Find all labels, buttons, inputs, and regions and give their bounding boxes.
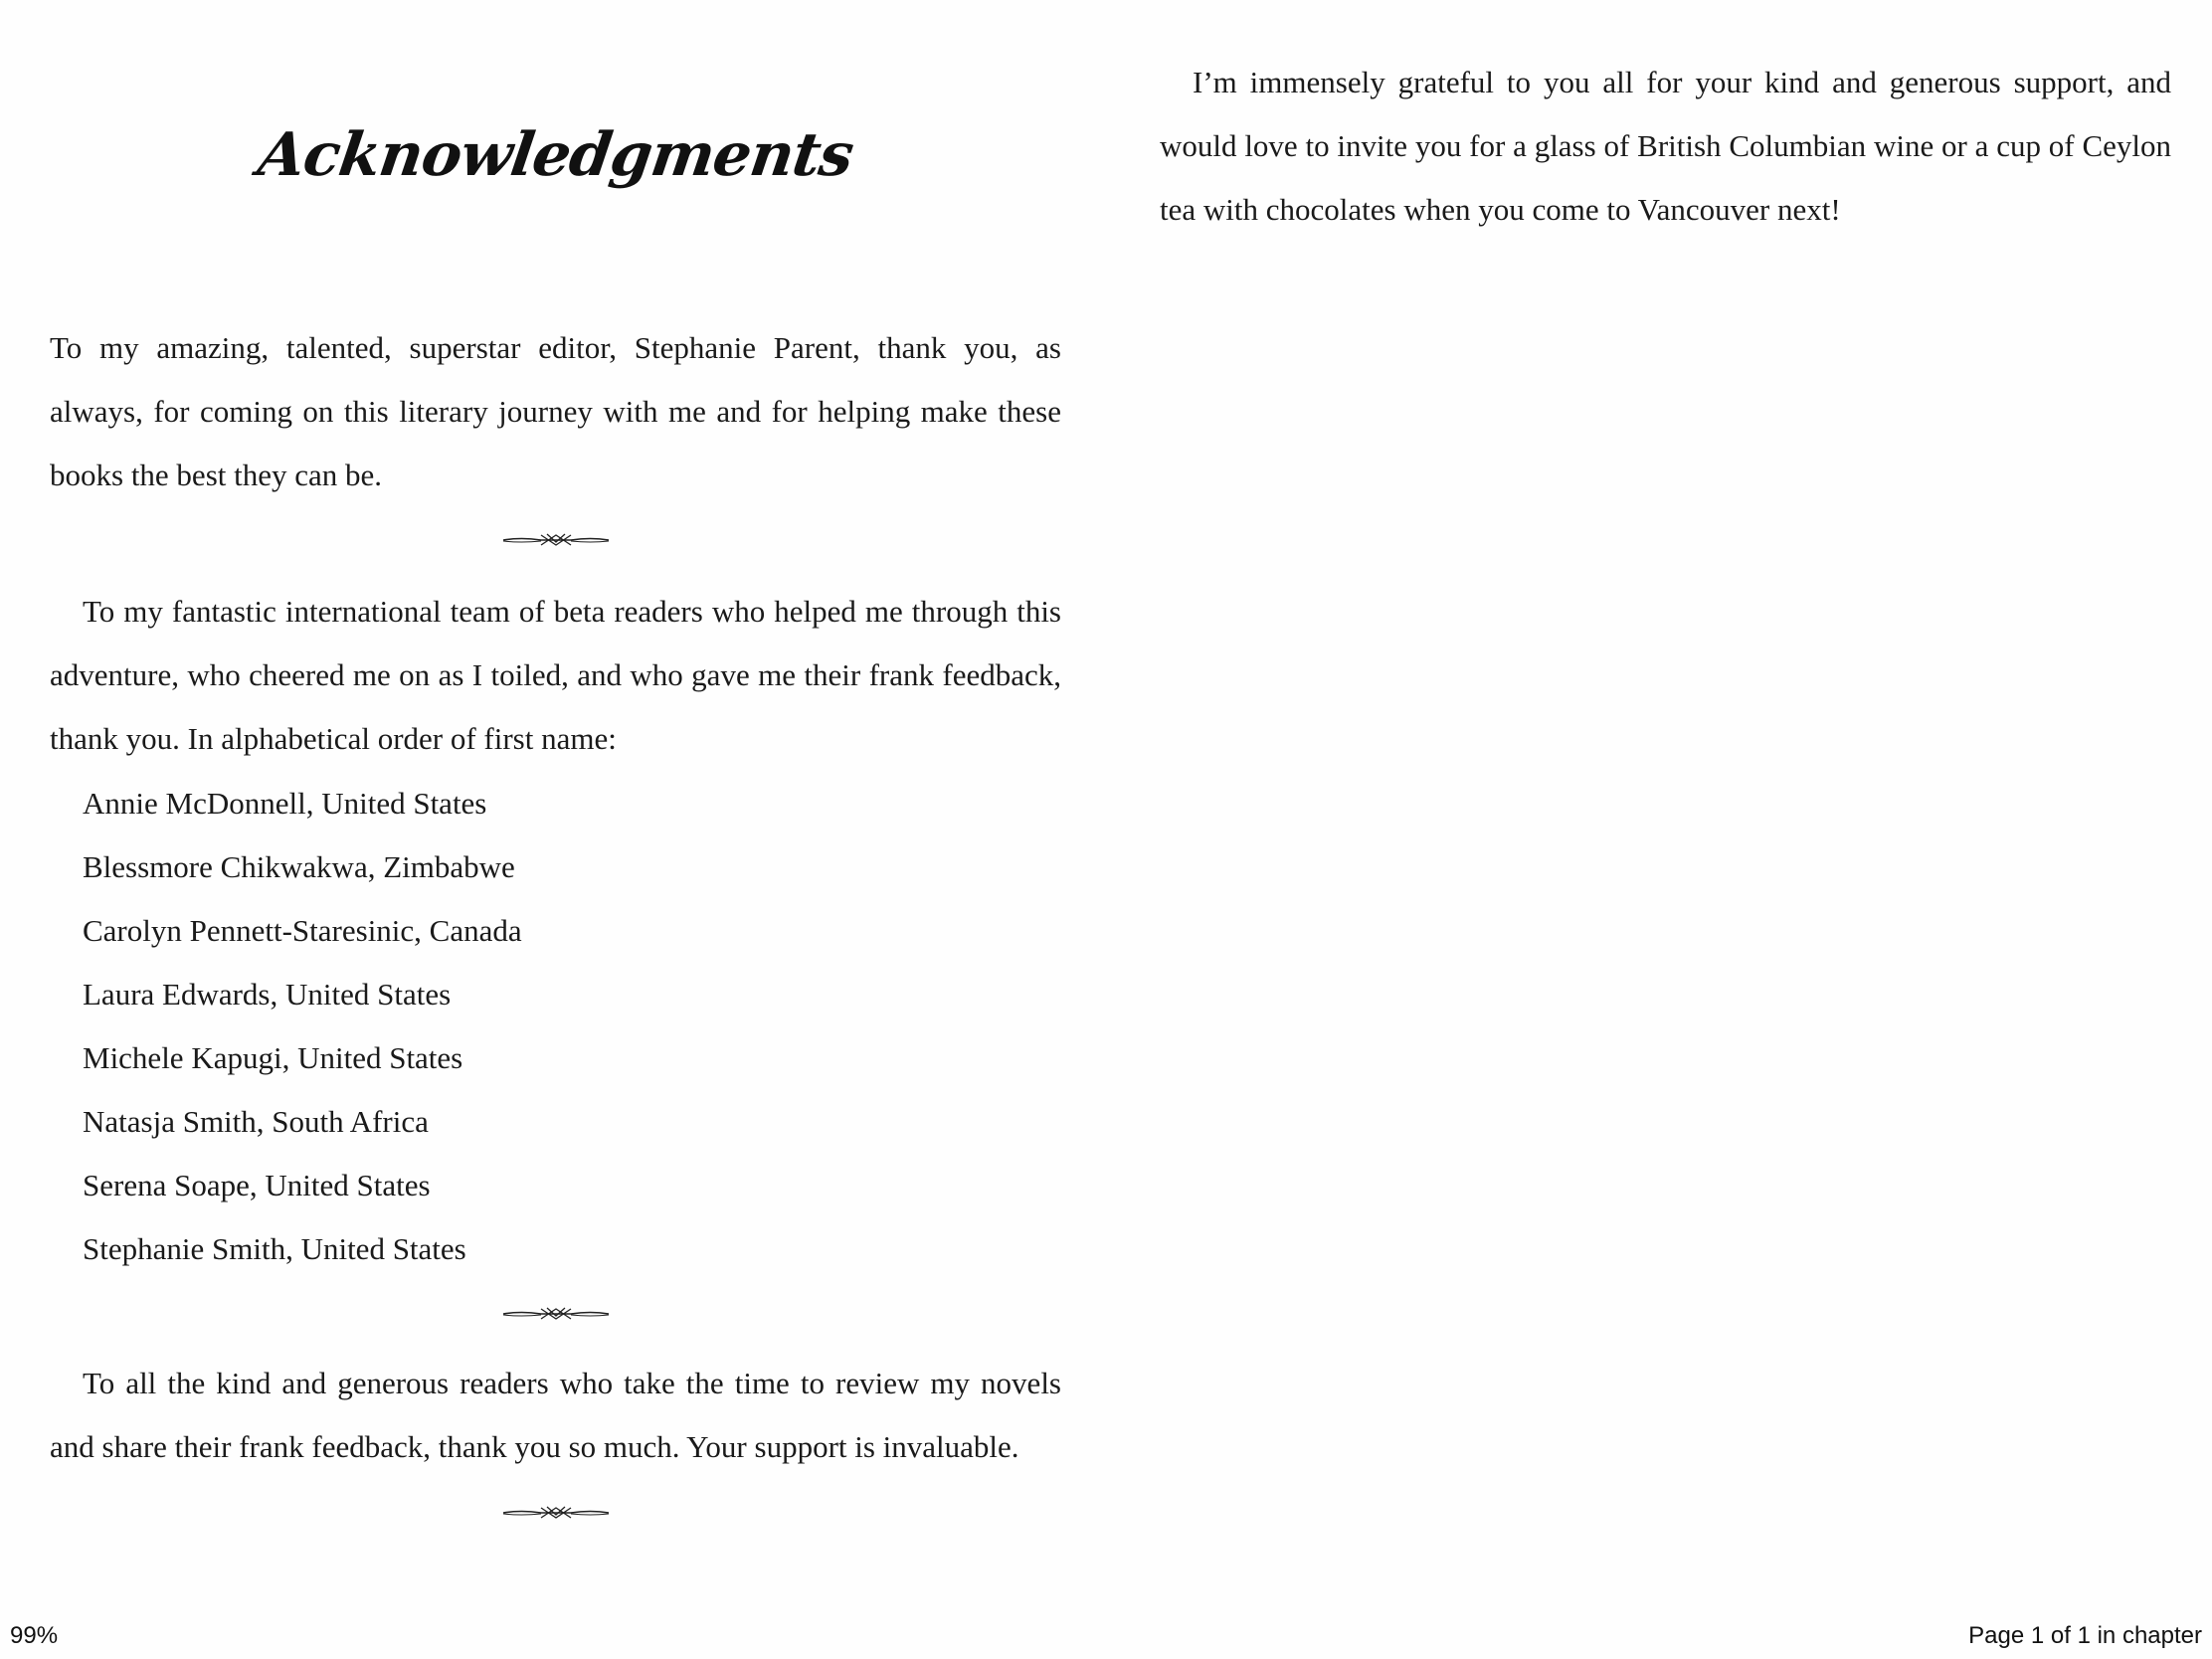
list-item: Michele Kapugi, United States <box>83 1040 463 1075</box>
list-item: Laura Edwards, United States <box>83 977 452 1012</box>
list-item: Annie McDonnell, United States <box>83 786 487 821</box>
right-page <box>1160 51 2171 242</box>
scroll-divider-icon <box>50 1304 1061 1324</box>
paragraph-text: To all the kind and generous readers who take the time to review my novels and share their frank feedback, thank you so much. Your support is invaluable. <box>50 1366 1061 1464</box>
paragraph-beta-readers <box>50 580 1061 771</box>
paragraph-text: I’m immensely grateful to you all for your kind and generous support, and would love to invite you for a glass of British Columbian wine or a cup of Ceylon tea with chocolates when you come to Vancouver next! <box>1160 65 2171 227</box>
list-item: Natasja Smith, South Africa <box>83 1104 429 1139</box>
reading-progress: 99% <box>10 1622 59 1649</box>
scroll-divider-icon <box>50 1503 1061 1523</box>
paragraph-reviewers <box>50 1352 1061 1479</box>
chapter-title: Acknowledgments <box>254 120 857 190</box>
paragraph-text: To my fantastic international team of beta readers who helped me through this adventure, who cheered me on as I toiled, and who gave me their frank feedback, thank you. In alphabetical order of first name: <box>50 594 1061 756</box>
list-item: Stephanie Smith, United States <box>83 1231 466 1266</box>
page-indicator: Page 1 of 1 in chapter <box>1968 1622 2202 1649</box>
list-item: Serena Soape, United States <box>83 1168 431 1202</box>
list-item: Blessmore Chikwakwa, Zimbabwe <box>83 849 515 884</box>
beta-reader-list <box>83 772 978 1281</box>
paragraph-editor <box>50 316 1061 507</box>
paragraph-text: To my amazing, talented, superstar editor, Stephanie Parent, thank you, as always, for coming on this literary journey with me and for helping make these books the best they can be. <box>50 330 1061 492</box>
scroll-divider-icon <box>50 530 1061 550</box>
list-item: Carolyn Pennett-Staresinic, Canada <box>83 913 522 948</box>
